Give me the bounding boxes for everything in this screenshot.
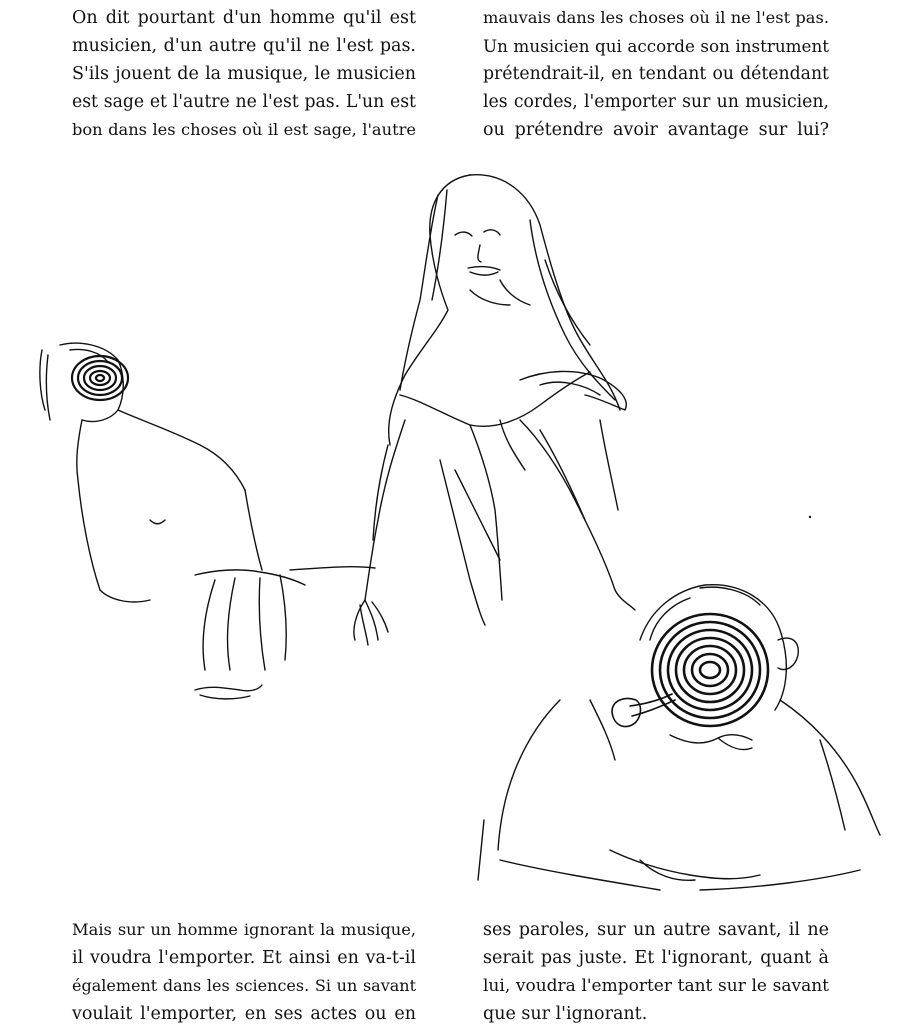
woman-figure bbox=[354, 175, 635, 645]
text-block-top-right bbox=[483, 4, 829, 144]
text-line: il voudra l'emporter. Et ainsi en va-t-il bbox=[72, 948, 416, 968]
text-line: également dans les sciences. Si un savant bbox=[72, 976, 416, 995]
pipe bbox=[612, 694, 675, 727]
fingerprint-face-right bbox=[652, 614, 768, 726]
text-line: On dit pourtant d'un homme qu'il est bbox=[72, 8, 416, 28]
text-block-bottom-right bbox=[483, 916, 829, 1028]
text-block-bottom-left bbox=[72, 916, 416, 1028]
text-line: Mais sur un homme ignorant la musique, bbox=[72, 920, 416, 939]
reclining-man-figure bbox=[40, 343, 375, 699]
pipe-man-figure bbox=[478, 585, 880, 890]
text-block-top-left bbox=[72, 4, 416, 144]
text-line: Un musicien qui accorde son instrument bbox=[483, 36, 829, 56]
text-line: lui, voudra l'emporter tant sur le savant bbox=[483, 976, 829, 996]
text-line: mauvais dans les choses où il ne l'est pas. bbox=[483, 8, 829, 27]
text-line: S'ils jouent de la musique, le musicien bbox=[72, 64, 416, 84]
text-line: est sage et l'autre ne l'est pas. L'un est bbox=[72, 92, 416, 112]
fingerprint-face-left bbox=[72, 356, 128, 400]
text-line: voulait l'emporter, en ses actes ou en bbox=[72, 1004, 416, 1024]
text-line: bon dans les choses où il est sage, l'autre bbox=[72, 120, 416, 139]
text-line: musicien, d'un autre qu'il ne l'est pas. bbox=[72, 36, 416, 56]
ink-dot bbox=[809, 516, 811, 518]
text-line: ou prétendre avoir avantage sur lui? bbox=[483, 120, 829, 140]
text-line: prétendrait-il, en tendant ou détendant bbox=[483, 64, 829, 84]
line-drawing-illustration bbox=[0, 150, 900, 900]
text-line: ses paroles, sur un autre savant, il ne bbox=[483, 920, 829, 940]
text-line: que sur l'ignorant. bbox=[483, 1004, 648, 1024]
text-line: serait pas juste. Et l'ignorant, quant à bbox=[483, 948, 829, 968]
text-line: les cordes, l'emporter sur un musicien, bbox=[483, 92, 829, 112]
